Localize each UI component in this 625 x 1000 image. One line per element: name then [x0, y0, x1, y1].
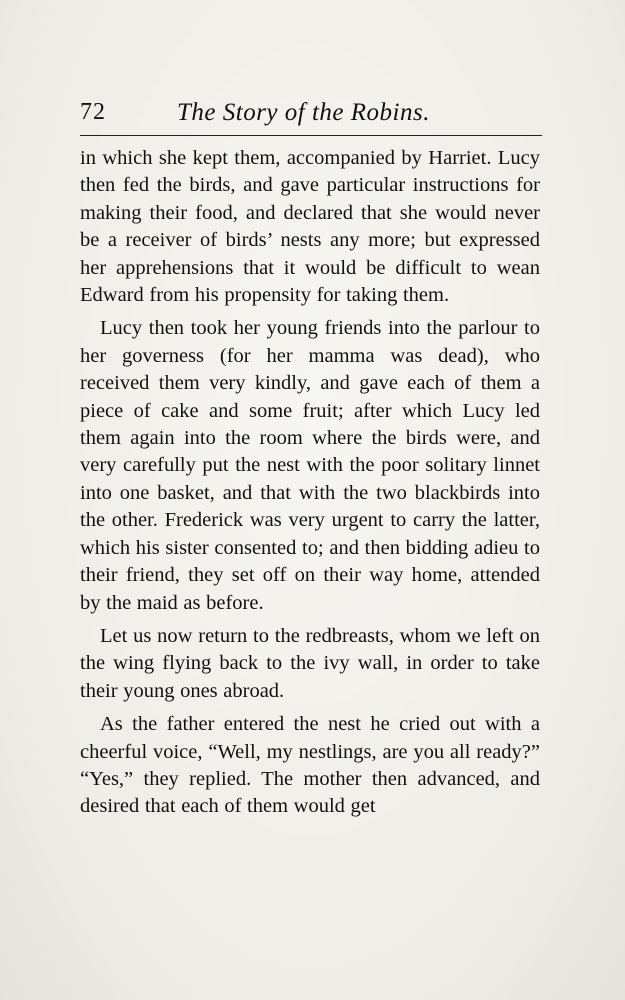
body-text: [80, 145, 540, 821]
paragraph: Let us now return to the redbreasts, whom we left on the wing flying back to the ivy wall, in order to take their young ones abroad.: [80, 624, 540, 702]
running-title: The Story of the Robins.: [177, 99, 430, 126]
paragraph: As the father entered the nest he cried out with a cheerful voice, “Well, my nestlings, are you all ready?” “Yes,” they replied. The mother then advanced, and desired that each of them would get: [80, 713, 540, 818]
header-rule: [80, 135, 542, 136]
paragraph: in which she kept them, accompanied by Harriet. Lucy then fed the birds, and gave particular instructions for making their food, and declared that she would never be a receiver of birds’ nests any more; but expressed her apprehensions that it would be difficult to wean Edward from his propensity for taking them.: [80, 147, 540, 307]
page-header: [80, 99, 540, 135]
page-number: 72: [80, 99, 106, 125]
paragraph: Lucy then took her young friends into the parlour to her governess (for her mamma was dead), who received them very kindly, and gave each of them a piece of cake and some fruit; after which Lucy led them again into the room where the birds were, and very carefully put the nest with the poor solitary linnet into one basket, and that with the two blackbirds into the other. Frederick was very urgent to carry the latter, which his sister consented to; and then bidding adieu to their friend, they set off on their way home, attended by the maid as before.: [80, 317, 540, 614]
